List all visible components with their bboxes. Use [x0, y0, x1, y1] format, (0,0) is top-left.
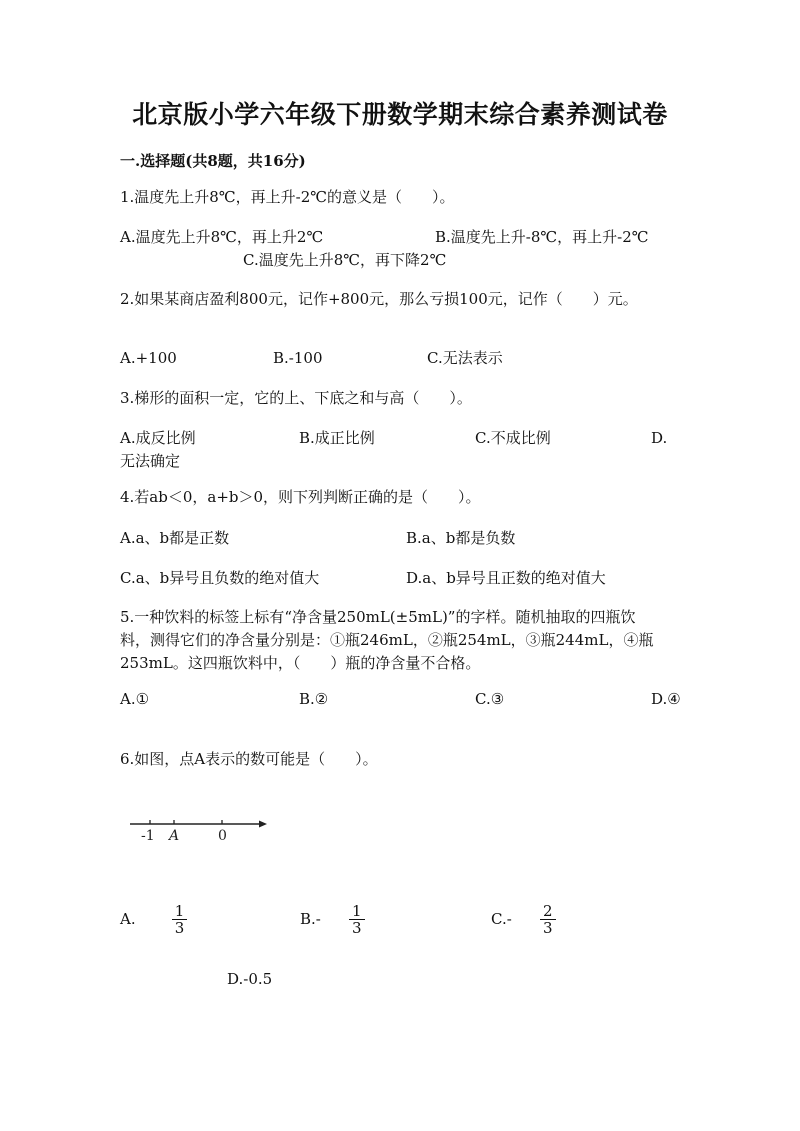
question-3-option-d: D.无法确定 — [120, 429, 668, 470]
question-5-option-b: B.② — [299, 690, 329, 708]
question-6-option-b — [300, 903, 365, 936]
question-2-option-b: B.-100 — [273, 349, 323, 367]
section-heading: 一.选择题(共8题，共16分) — [120, 152, 306, 170]
number-line-label-zero: 0 — [218, 828, 227, 844]
fraction-denominator: 3 — [352, 919, 362, 937]
question-4-option-d: D.a、b异号且正数的绝对值大 — [406, 569, 606, 587]
page-title: 北京版小学六年级下册数学期末综合素养测试卷 — [132, 100, 668, 129]
number-line-arrow — [259, 821, 267, 828]
fraction-numerator: 2 — [540, 903, 556, 920]
question-2-option-a: A.+100 — [120, 349, 177, 367]
question-5-option-c: C.③ — [475, 690, 505, 708]
number-line-figure — [128, 812, 273, 846]
question-1-option-b: B.温度先上升-8℃，再上升-2℃ — [435, 228, 649, 246]
fraction-numerator: 1 — [172, 903, 188, 920]
question-6-option-b-label: B.- — [300, 910, 321, 928]
question-4-option-a: A.a、b都是正数 — [120, 529, 230, 547]
question-1-option-c: C.温度先上升8℃，再下降2℃ — [243, 251, 447, 269]
question-6-option-b-fraction — [349, 903, 365, 936]
question-4-option-b: B.a、b都是负数 — [406, 529, 516, 547]
question-5-stem: 5.一种饮料的标签上标有“净含量250mL(±5mL)”的字样。随机抽取的四瓶饮料，测得它们的净含量分别是：①瓶246mL，②瓶254mL，③瓶244mL，④瓶253mL。这四瓶饮料中，（ ）瓶的净含量不合格。 — [120, 608, 654, 672]
question-1-stem: 1.温度先上升8℃，再上升-2℃的意义是（ ）。 — [120, 188, 455, 206]
number-line-label-a: A — [169, 828, 180, 844]
question-6-option-d: D.-0.5 — [227, 970, 273, 988]
question-6-option-a-label: A. — [120, 910, 136, 928]
fraction-numerator: 1 — [349, 903, 365, 920]
question-6-option-a — [120, 903, 187, 936]
question-6-option-c — [491, 903, 556, 936]
question-1-option-a: A.温度先上升8℃，再上升2℃ — [120, 228, 324, 246]
question-6-option-c-fraction — [540, 903, 556, 936]
question-3-stem: 3.梯形的面积一定，它的上、下底之和与高（ ）。 — [120, 389, 472, 407]
question-6-option-a-fraction — [172, 903, 188, 936]
question-6-stem: 6.如图，点A表示的数可能是（ ）。 — [120, 750, 378, 768]
fraction-denominator: 3 — [542, 919, 553, 937]
question-4-option-c: C.a、b异号且负数的绝对值大 — [120, 569, 320, 587]
question-5-option-a: A.① — [120, 690, 150, 708]
question-3-option-a: A.成反比例 — [120, 429, 196, 447]
number-line-label-neg1: -1 — [141, 828, 155, 844]
fraction-denominator: 3 — [174, 919, 185, 937]
question-3-option-b: B.成正比例 — [299, 429, 375, 447]
question-3-option-c: C.不成比例 — [475, 429, 551, 447]
question-5-option-d: D.④ — [651, 690, 681, 708]
question-2-stem: 2.如果某商店盈利800元，记作+800元，那么亏损100元，记作（ ）元。 — [120, 290, 638, 308]
question-2-option-c: C.无法表示 — [427, 349, 503, 367]
question-4-stem: 4.若ab＜0，a+b＞0，则下列判断正确的是（ ）。 — [120, 488, 481, 506]
question-6-option-c-label: C.- — [491, 910, 512, 928]
